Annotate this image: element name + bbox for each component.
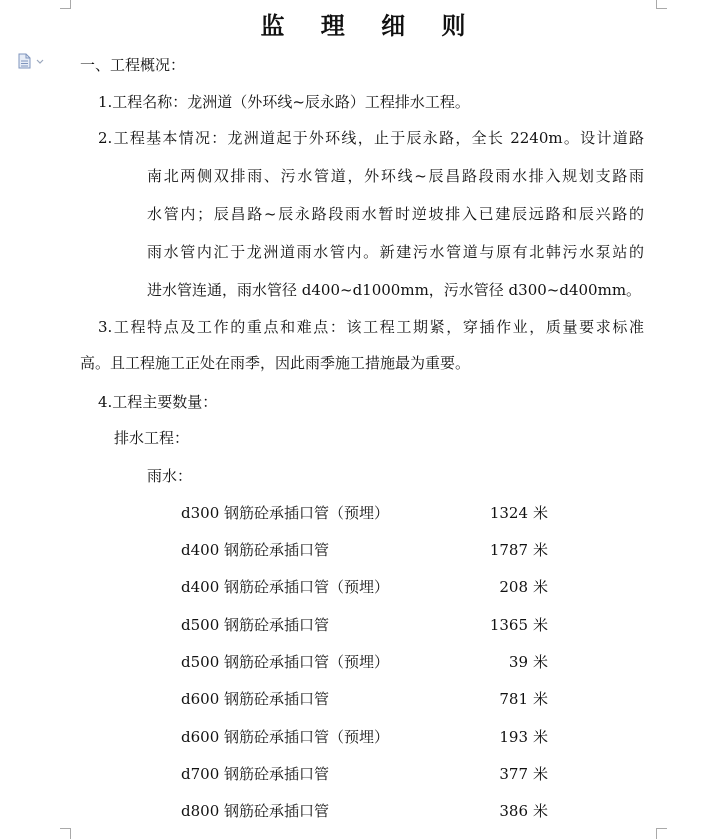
item-quantity: 386 [499, 802, 528, 820]
item-unit: 米 [533, 802, 549, 820]
item-unit: 米 [533, 616, 549, 634]
paragraph-style-icon[interactable] [18, 53, 46, 69]
drainage-label: 排水工程： [114, 429, 190, 447]
item-unit: 米 [533, 653, 549, 671]
paragraph-2-line: 进水管连通，雨水管径 d400~d1000mm，污水管径 d300~d400mm。 [147, 281, 642, 299]
item-quantity: 1324 [489, 504, 528, 522]
page-corner-mark [656, 828, 667, 839]
paragraph-3-line: 高。且工程施工正处在雨季，因此雨季施工措施最为重要。 [80, 354, 471, 372]
item-name: d800 钢筋砼承插口管 [181, 802, 330, 820]
item-quantity: 1787 [489, 541, 528, 559]
item-quantity: 1365 [489, 616, 528, 634]
item-unit: 米 [533, 728, 549, 746]
paragraph-2-line: 南北两侧双排雨、污水管道，外环线~辰昌路段雨水排入规划支路雨 [147, 167, 644, 185]
item-name: d600 钢筋砼承插口管（预埋） [181, 728, 390, 746]
paragraph-1: 1.工程名称：龙洲道（外环线~辰永路）工程排水工程。 [98, 93, 470, 111]
item-name: d700 钢筋砼承插口管 [181, 765, 330, 783]
item-name: d300 钢筋砼承插口管（预埋） [181, 504, 390, 522]
paragraph-4: 4.工程主要数量： [98, 393, 218, 411]
item-name: d500 钢筋砼承插口管（预埋） [181, 653, 390, 671]
page-corner-mark [60, 828, 71, 839]
rain-label: 雨水： [147, 467, 193, 485]
item-quantity: 208 [499, 578, 528, 596]
paragraph-2-line: 雨水管内汇于龙洲道雨水管内。新建污水管道与原有北韩污水泵站的 [147, 243, 644, 261]
item-unit: 米 [533, 578, 549, 596]
item-unit: 米 [533, 690, 549, 708]
item-quantity: 39 [508, 653, 528, 671]
item-name: d400 钢筋砼承插口管（预埋） [181, 578, 390, 596]
paragraph-3-line: 3.工程特点及工作的重点和难点：该工程工期紧，穿插作业，质量要求标准 [98, 318, 644, 336]
item-name: d600 钢筋砼承插口管 [181, 690, 330, 708]
item-quantity: 377 [499, 765, 528, 783]
document-title: 监 理 细 则 [260, 11, 480, 40]
item-quantity: 193 [499, 728, 528, 746]
paragraph-2-line: 水管内；辰昌路~辰永路段雨水暂时逆坡排入已建辰远路和辰兴路的 [147, 205, 644, 223]
item-unit: 米 [533, 504, 549, 522]
paragraph-2-line: 2.工程基本情况：龙洲道起于外环线，止于辰永路，全长 2240m。设计道路 [98, 129, 644, 147]
item-name: d500 钢筋砼承插口管 [181, 616, 330, 634]
item-name: d400 钢筋砼承插口管 [181, 541, 330, 559]
item-unit: 米 [533, 765, 549, 783]
item-quantity: 781 [499, 690, 528, 708]
item-unit: 米 [533, 541, 549, 559]
section-heading: 一、工程概况： [80, 56, 186, 74]
